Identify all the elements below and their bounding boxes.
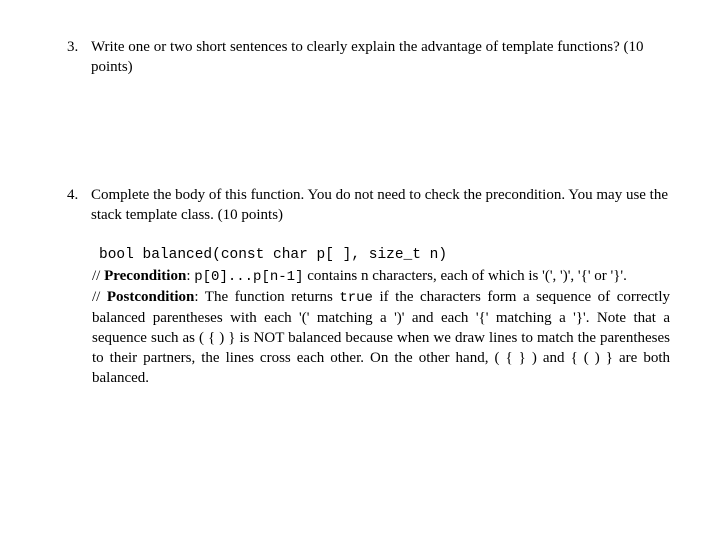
postcondition-colon: : The function returns — [194, 289, 340, 305]
postcondition-text: if the characters form a sequence of correctly balanced parentheses with each '(' matching a ')' and each '{' matching a '}'. Note that a sequence such as ( { ) } is NOT balanced because when we draw lines to match the parentheses to their partners, the lines cross each other. On the other hand, ( { } ) and { ( ) } are both balanced. — [92, 289, 670, 386]
question-4-number: 4. — [67, 187, 79, 203]
question-3-number: 3. — [67, 39, 79, 55]
function-signature: bool balanced(const char p[ ], size_t n) — [99, 247, 448, 263]
postcondition-comment: // — [92, 289, 107, 305]
precondition-code: p[0]...p[n-1] — [194, 269, 304, 285]
function-spec — [92, 266, 670, 388]
question-3 — [67, 37, 673, 77]
precondition-colon: : — [186, 268, 195, 284]
postcondition-code: true — [339, 290, 373, 306]
question-4-line — [67, 185, 673, 225]
precondition-text: contains n characters, each of which is '(', ')', '{' or '}'. — [303, 268, 627, 284]
question-4 — [67, 185, 673, 225]
precondition-label: Precondition — [104, 268, 187, 284]
question-3-text: Write one or two short sentences to clearly explain the advantage of template functions? (10 points) — [91, 39, 644, 75]
postcondition-label: Postcondition — [106, 289, 195, 305]
precondition — [92, 266, 670, 287]
question-4-text: Complete the body of this function. You do not need to check the precondition. You may use the stack template class. (10 points) — [91, 187, 669, 223]
question-3-line — [67, 37, 673, 77]
postcondition — [92, 287, 670, 388]
precondition-comment: // — [92, 268, 105, 284]
